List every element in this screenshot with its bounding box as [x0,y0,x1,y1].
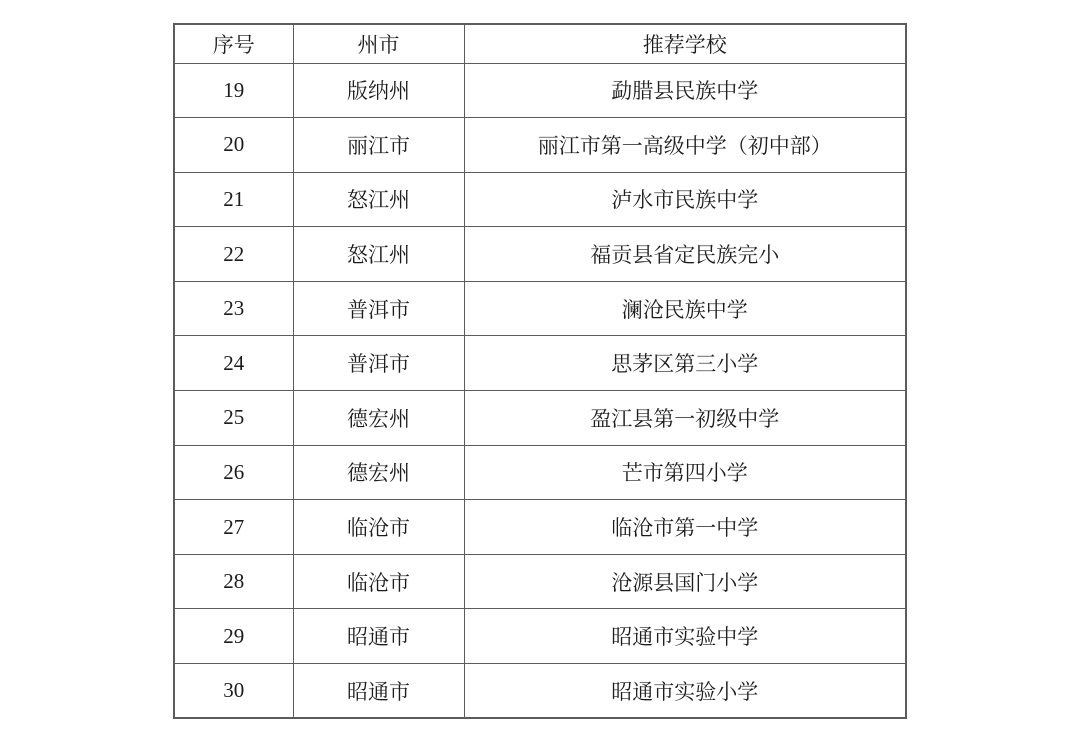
cell-city: 德宏州 [293,445,464,500]
column-header-school: 推荐学校 [464,24,906,63]
table-row [174,63,906,118]
cell-school: 昭通市实验小学 [464,664,906,719]
cell-school: 丽江市第一高级中学（初中部） [464,118,906,173]
cell-city: 昭通市 [293,609,464,664]
cell-city: 昭通市 [293,664,464,719]
cell-school: 澜沧民族中学 [464,281,906,336]
table-header-row [174,24,906,63]
cell-no: 23 [174,281,293,336]
cell-no: 24 [174,336,293,391]
cell-city: 临沧市 [293,500,464,555]
cell-city: 普洱市 [293,281,464,336]
cell-no: 22 [174,227,293,282]
table-row [174,172,906,227]
cell-school: 思茅区第三小学 [464,336,906,391]
cell-school: 福贡县省定民族完小 [464,227,906,282]
table-row [174,118,906,173]
cell-city: 临沧市 [293,554,464,609]
table-row [174,445,906,500]
cell-no: 19 [174,63,293,118]
cell-school: 芒市第四小学 [464,445,906,500]
cell-no: 27 [174,500,293,555]
cell-no: 30 [174,664,293,719]
table-row [174,227,906,282]
cell-no: 28 [174,554,293,609]
cell-school: 昭通市实验中学 [464,609,906,664]
cell-city: 怒江州 [293,227,464,282]
table-row [174,391,906,446]
table-row [174,500,906,555]
cell-city: 普洱市 [293,336,464,391]
table-row [174,609,906,664]
table-row [174,554,906,609]
recommended-schools-table [173,23,907,719]
cell-school: 盈江县第一初级中学 [464,391,906,446]
cell-no: 25 [174,391,293,446]
table-row [174,664,906,719]
cell-school: 临沧市第一中学 [464,500,906,555]
cell-school: 沧源县国门小学 [464,554,906,609]
table-row [174,281,906,336]
column-header-no: 序号 [174,24,293,63]
column-header-city: 州市 [293,24,464,63]
cell-school: 勐腊县民族中学 [464,63,906,118]
cell-no: 29 [174,609,293,664]
cell-no: 21 [174,172,293,227]
cell-city: 怒江州 [293,172,464,227]
cell-city: 版纳州 [293,63,464,118]
cell-no: 20 [174,118,293,173]
cell-school: 泸水市民族中学 [464,172,906,227]
cell-city: 德宏州 [293,391,464,446]
cell-city: 丽江市 [293,118,464,173]
table-row [174,336,906,391]
cell-no: 26 [174,445,293,500]
